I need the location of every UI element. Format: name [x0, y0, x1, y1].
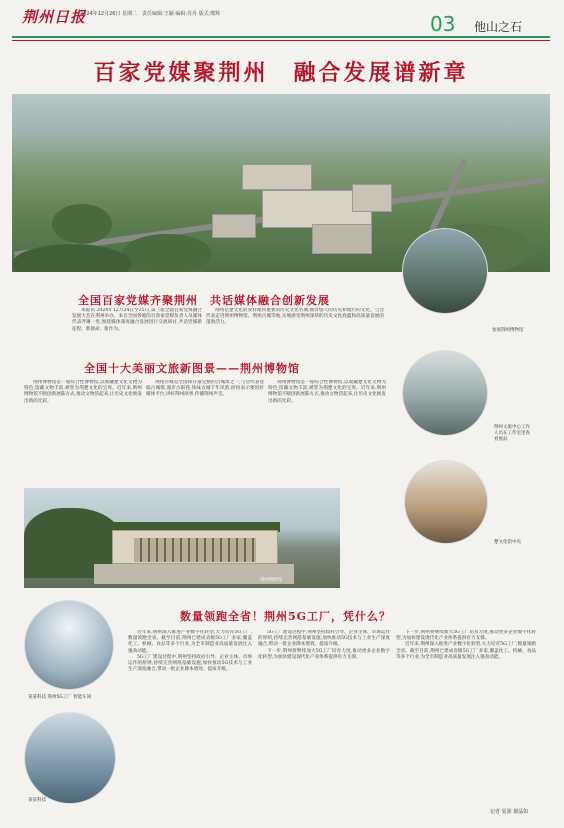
header-rule [12, 36, 550, 38]
page-number: 03 [430, 12, 456, 36]
article-conference-col1: 本报讯 2024年12月24日至25日,第三届全国百家党媒融合发展大会在荆州举办。来自全国各地的百余家党媒负责人及媒体代表齐聚一堂,围绕媒体深度融合发展进行交流研讨,共话党媒新征程、新使命、新作为。 [72, 308, 202, 332]
caption-factory-2: 某某科技 [28, 798, 46, 803]
photo-exhibit-hall [404, 460, 488, 544]
header-rule-thin [12, 40, 550, 41]
caption-museum: 荆州博物馆 [260, 578, 283, 583]
caption-lab: 荆州文旅中心工作人员在工作室里查看展品 [494, 425, 530, 442]
article-conference-col2: 荆州是楚文化的发祥地和重要的历史文化名城,拥有悠久的历史和灿烂的文化。与会代表走进荆州博物馆、荆州古城等地,实地感受荆州深厚的历史文化底蕴和高质量发展的蓬勃活力。 [206, 308, 384, 326]
photo-museum-building [24, 488, 340, 588]
caption-visitors: 参观荆州博物馆 [492, 328, 524, 333]
byline: 记者 夏源 谢晶如 [490, 809, 529, 815]
article-5g-col1: 近年来,荆州深入推进产业数字化转型,大力培育5G工厂,数量领跑全省。截至目前,荆州已建成省级5G工厂多家,覆盖化工、机械、食品等多个行业,为全市制造业高质量发展注入强劲动能。 5G工厂建设过程中,荆州坚持政府引导、企业主体、市场运作的原则,持续完善网络基础设施,加快推动5G技术与工业生产深度融合,带动一批企业降本增效、提质升级。 [128, 630, 252, 673]
dateline: 2024年12月26日 星期二 责任编辑:王颖 编辑:肖丹 版式:熊辉 [80, 11, 221, 17]
article-museum-col3: 荆州博物馆是一座综合性博物馆,以收藏楚文化文物为特色,馆藏文物丰富,被誉为荆楚文化的宝库。近年来,荆州博物馆不断创新展陈方式,推动文物活起来,让历史文化焕发出新的光彩。 [268, 380, 386, 404]
subhead-conference: 全国百家党媒齐聚荆州 共话媒体融合创新发展 [78, 294, 330, 307]
photo-factory-aerial [24, 712, 116, 804]
photo-visitors-museum [402, 228, 488, 314]
subhead-museum: 全国十大美丽文旅新图景——荆州博物馆 [84, 362, 300, 375]
caption-factory-1: 某某科技 荆州5G工厂 智能车间 [28, 695, 92, 700]
photo-lab-staff [402, 350, 488, 436]
masthead [0, 0, 564, 52]
caption-exhibit: 楚文化馆中央 [494, 540, 521, 545]
section-title: 他山之石 [474, 20, 523, 34]
article-museum-col2: 荆州古城是全国保存最完整的古城垣之一,与会代表登临古城墙,漫步古街巷,体味古城千年风韵,纷纷表示要用好媒体平台,讲好荆州故事,传播荆州声音。 [146, 380, 264, 398]
article-5g-col3: 下一步,荆州将继续加大5G工厂培育力度,推动更多企业数字化转型,为加快建设现代化产业体系提供有力支撑。 近年来,荆州深入推进产业数字化转型,大力培育5G工厂,数量领跑全省。截至目前,荆州已建成省级5G工厂多家,覆盖化工、机械、食品等多个行业,为全市制造业高质量发展注入强劲动能。 [396, 630, 536, 660]
newspaper-logo: 荆州日报 [22, 8, 87, 26]
article-museum-col1: 荆州博物馆是一座综合性博物馆,以收藏楚文化文物为特色,馆藏文物丰富,被誉为荆楚文化的宝库。近年来,荆州博物馆不断创新展陈方式,推动文物活起来,让历史文化焕发出新的光彩。 [24, 380, 142, 404]
article-5g-col2: 5G工厂建设过程中,荆州坚持政府引导、企业主体、市场运作的原则,持续完善网络基础设施,加快推动5G技术与工业生产深度融合,带动一批企业降本增效、提质升级。 下一步,荆州将继续加大5G工厂培育力度,推动更多企业数字化转型,为加快建设现代化产业体系提供有力支撑。 [258, 630, 390, 660]
photo-factory-interior [24, 600, 114, 690]
subhead-5g-factory: 数量领跑全省！荆州5G工厂，凭什么？ [180, 610, 392, 623]
page-headline: 百家党媒聚荆州 融合发展谱新章 [93, 60, 469, 86]
